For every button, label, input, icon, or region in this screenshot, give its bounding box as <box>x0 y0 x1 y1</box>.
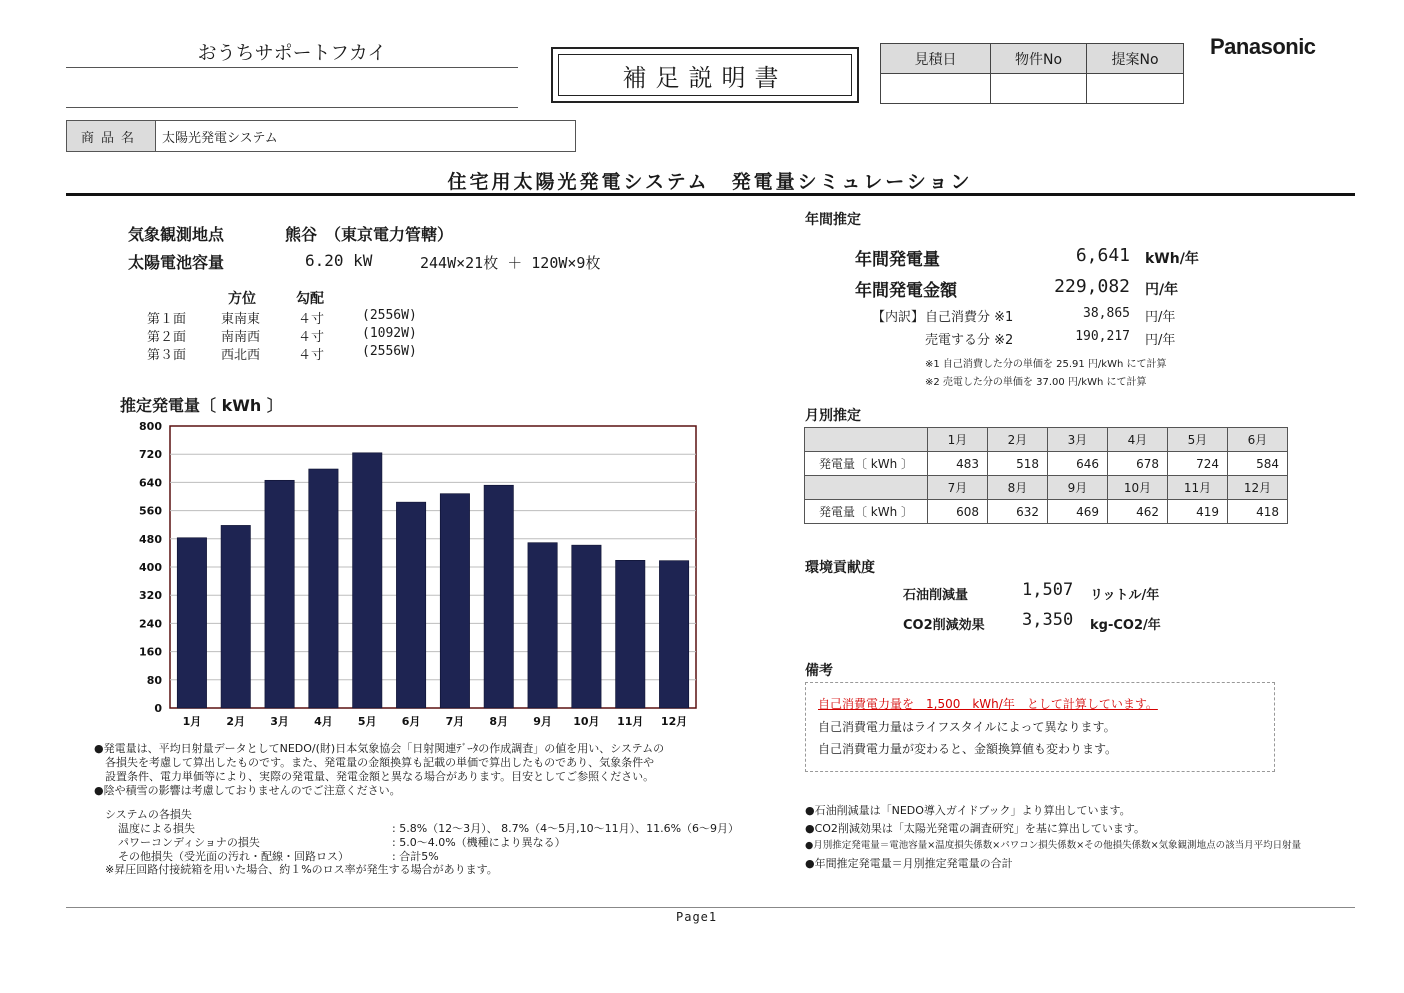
self-consumption-label: 自己消費分 ※1 <box>925 310 1014 325</box>
main-title: 住宅用太陽光発電システム 発電量シミュレーション <box>447 171 973 193</box>
x-tick-label: 2月 <box>226 715 246 728</box>
month-value: 418 <box>1228 500 1288 524</box>
y-tick-label: 240 <box>139 617 162 631</box>
doc-title: 補足説明書 <box>558 54 852 96</box>
bar <box>265 480 294 708</box>
month-value: 608 <box>928 500 988 524</box>
face-2-name: 第２面 <box>147 330 187 345</box>
info-table <box>880 43 1184 104</box>
annual-gen-label: 年間発電量 <box>855 250 940 270</box>
brand-logo: Panasonic <box>1210 34 1316 59</box>
self-consumption-value: 38,865 <box>1083 306 1130 321</box>
month-header: 11月 <box>1168 476 1228 500</box>
sell-value: 190,217 <box>1075 329 1130 344</box>
x-tick-label: 4月 <box>314 715 333 728</box>
bar <box>221 525 250 708</box>
face-1-direction: 東南東 <box>221 312 261 327</box>
remarks-section-title: 備考 <box>805 663 833 679</box>
x-tick-label: 3月 <box>270 715 289 728</box>
left-note-2: 各損失を考慮して算出したものです。また、発電量の金額換算も記載の単価で算出したものであり、気象条件や <box>105 756 655 769</box>
month-value: 469 <box>1048 500 1108 524</box>
monthly-table <box>804 427 1288 524</box>
right-note-3: ●月別推定発電量＝電池容量×温度損失係数×パワコン損失係数×その他損失係数×気象観測地点の該当月平均日射量 <box>805 840 1302 851</box>
annual-gen-value: 6,641 <box>1075 245 1130 266</box>
location-label: 気象観測地点 <box>128 225 225 244</box>
annual-money-unit: 円/年 <box>1145 282 1179 298</box>
monthly-section-title: 月別推定 <box>805 408 861 424</box>
col-direction: 方位 <box>228 291 256 307</box>
face-1-slope: ４寸 <box>298 312 325 327</box>
month-value: 646 <box>1048 452 1108 476</box>
env-section-title: 環境貢献度 <box>805 560 875 576</box>
monthly-row-label: 発電量〔 kWh 〕 <box>805 500 928 524</box>
y-tick-label: 480 <box>139 532 162 546</box>
left-note-3: 設置条件、電力単価等により、実際の発電量、発電金額と異なる場合があります。目安としてご参照ください。 <box>105 770 655 783</box>
x-tick-label: 6月 <box>401 715 421 728</box>
month-value: 678 <box>1108 452 1168 476</box>
oil-unit: リットル/年 <box>1090 588 1160 603</box>
month-value: 632 <box>988 500 1048 524</box>
x-tick-label: 10月 <box>573 715 600 728</box>
month-value: 483 <box>928 452 988 476</box>
location-value: 熊谷 （東京電力管轄） <box>285 225 454 244</box>
x-tick-label: 1月 <box>182 715 202 728</box>
oil-value: 1,507 <box>1022 580 1074 600</box>
x-tick-label: 7月 <box>445 715 465 728</box>
loss-2-value: : 5.0～4.0%（機種により異なる） <box>392 836 566 849</box>
capacity-label: 太陽電池容量 <box>128 253 225 272</box>
info-header-proposal: 提案No <box>1087 44 1184 74</box>
y-tick-label: 0 <box>154 702 162 715</box>
bar <box>177 538 206 708</box>
y-tick-label: 320 <box>139 589 162 603</box>
month-header: 5月 <box>1168 428 1228 452</box>
client-underline-2 <box>66 107 518 108</box>
self-consumption-unit: 円/年 <box>1145 310 1176 325</box>
month-header: 2月 <box>988 428 1048 452</box>
remarks-box <box>805 682 1275 772</box>
breakdown-tag: 【内訳】 <box>872 310 925 325</box>
bar <box>353 453 382 708</box>
loss-3-label: その他損失（受光面の汚れ・配線・回路ロス） <box>118 850 349 863</box>
oil-label: 石油削減量 <box>903 588 969 603</box>
chart-title: 推定発電量〔 kWh 〕 <box>120 396 283 415</box>
face-3-direction: 西北西 <box>221 348 261 363</box>
info-value-proposal <box>1087 74 1184 104</box>
monthly-corner-a <box>805 428 928 452</box>
bar <box>528 543 557 708</box>
remarks-line-1: 自己消費電力量を 1,500 kWh/年 として計算しています。 <box>818 697 1158 711</box>
y-tick-label: 720 <box>139 448 162 462</box>
monthly-row-label: 発電量〔 kWh 〕 <box>805 452 928 476</box>
x-tick-label: 12月 <box>660 715 688 728</box>
y-tick-label: 640 <box>139 476 162 490</box>
bar <box>484 485 513 708</box>
product-row <box>66 120 576 152</box>
loss-1-value: : 5.8%（12～3月）、 8.7%（4～5月,10～11月）、11.6%（6～9月） <box>392 822 740 835</box>
x-tick-label: 5月 <box>357 715 377 728</box>
loss-1-label: 温度による損失 <box>118 822 195 835</box>
capacity-value: 6.20 kW <box>305 251 373 270</box>
y-tick-label: 160 <box>139 645 162 659</box>
y-tick-label: 800 <box>139 420 162 433</box>
face-2-direction: 南南西 <box>221 330 261 345</box>
loss-title: システムの各損失 <box>105 808 192 821</box>
page-number: Page1 <box>676 910 718 924</box>
remarks-line-3: 自己消費電力量が変わると、金額換算値も変わります。 <box>818 742 1118 756</box>
month-header: 9月 <box>1048 476 1108 500</box>
capacity-detail: 244W×21枚 ＋ 120W×9枚 <box>420 254 601 272</box>
annual-money-value: 229,082 <box>1054 276 1130 297</box>
co2-value: 3,350 <box>1022 610 1074 630</box>
annual-note-2: ※2 売電した分の単価を 37.00 円/kWh にて計算 <box>925 377 1147 388</box>
bar <box>396 502 425 708</box>
annual-gen-unit: kWh/年 <box>1145 251 1199 267</box>
month-header: 4月 <box>1108 428 1168 452</box>
annual-note-1: ※1 自己消費した分の単価を 25.91 円/kWh にて計算 <box>925 359 1167 370</box>
info-header-property: 物件No <box>991 44 1087 74</box>
month-header: 1月 <box>928 428 988 452</box>
col-slope: 勾配 <box>296 291 324 307</box>
loss-3-value: : 合計5% <box>392 850 439 863</box>
face-2-slope: ４寸 <box>298 330 325 345</box>
month-value: 724 <box>1168 452 1228 476</box>
right-note-1: ●石油削減量は「NEDO導入ガイドブック」より算出しています。 <box>805 804 1131 817</box>
loss-2-label: パワーコンディショナの損失 <box>118 836 260 849</box>
month-value: 419 <box>1168 500 1228 524</box>
monthly-corner-b <box>805 476 928 500</box>
generation-bar-chart <box>130 418 710 732</box>
y-tick-label: 400 <box>139 561 162 574</box>
month-header: 7月 <box>928 476 988 500</box>
client-underline <box>66 67 518 68</box>
bar <box>659 561 688 708</box>
annual-section-title: 年間推定 <box>805 212 861 228</box>
title-rule <box>66 193 1355 196</box>
bar <box>616 560 645 708</box>
right-note-2: ●CO2削減効果は「太陽光発電の調査研究」を基に算出しています。 <box>805 822 1146 835</box>
info-value-property <box>991 74 1087 104</box>
month-header: 3月 <box>1048 428 1108 452</box>
y-tick-label: 80 <box>146 673 162 687</box>
right-note-4: ●年間推定発電量＝月別推定発電量の合計 <box>805 857 1013 870</box>
month-value: 518 <box>988 452 1048 476</box>
left-note-1: ●発電量は、平均日射量データとしてNEDO/(財)日本気象協会「日射関連ﾃﾞｰﾀの作成調査」の値を用い、システムの <box>94 742 665 755</box>
info-value-date <box>881 74 991 104</box>
month-header: 6月 <box>1228 428 1288 452</box>
sell-label: 売電する分 ※2 <box>925 333 1014 348</box>
bar <box>309 469 338 708</box>
face-3-watts: (2556W) <box>362 344 417 359</box>
footer-rule <box>66 907 1355 908</box>
co2-unit: kg-CO2/年 <box>1090 618 1161 633</box>
face-2-watts: (1092W) <box>362 326 417 341</box>
face-1-watts: (2556W) <box>362 308 417 323</box>
client-name: おうちサポートフカイ <box>197 42 387 64</box>
month-header: 10月 <box>1108 476 1168 500</box>
bar <box>440 494 469 708</box>
product-label: 商品名 <box>67 121 156 151</box>
month-header: 8月 <box>988 476 1048 500</box>
month-header: 12月 <box>1228 476 1288 500</box>
face-3-slope: ４寸 <box>298 348 325 363</box>
doc-title-box <box>551 47 859 103</box>
x-tick-label: 9月 <box>533 715 552 728</box>
co2-label: CO2削減効果 <box>903 618 985 633</box>
left-note-4: ●陰や積雪の影響は考慮しておりませんのでご注意ください。 <box>94 784 401 797</box>
month-value: 462 <box>1108 500 1168 524</box>
bar <box>572 545 601 708</box>
face-1-name: 第１面 <box>147 312 187 327</box>
product-value: 太陽光発電システム <box>162 130 278 146</box>
x-tick-label: 8月 <box>489 715 509 728</box>
remarks-line-2: 自己消費電力量はライフスタイルによって異なります。 <box>818 720 1116 734</box>
annual-money-label: 年間発電金額 <box>855 281 957 301</box>
sell-unit: 円/年 <box>1145 333 1176 348</box>
loss-note: ※昇圧回路付接続箱を用いた場合、約１%のロス率が発生する場合があります。 <box>105 863 498 876</box>
x-tick-label: 11月 <box>617 715 644 728</box>
info-header-date: 見積日 <box>881 44 991 74</box>
month-value: 584 <box>1228 452 1288 476</box>
y-tick-label: 560 <box>139 504 162 518</box>
face-3-name: 第３面 <box>147 348 187 363</box>
